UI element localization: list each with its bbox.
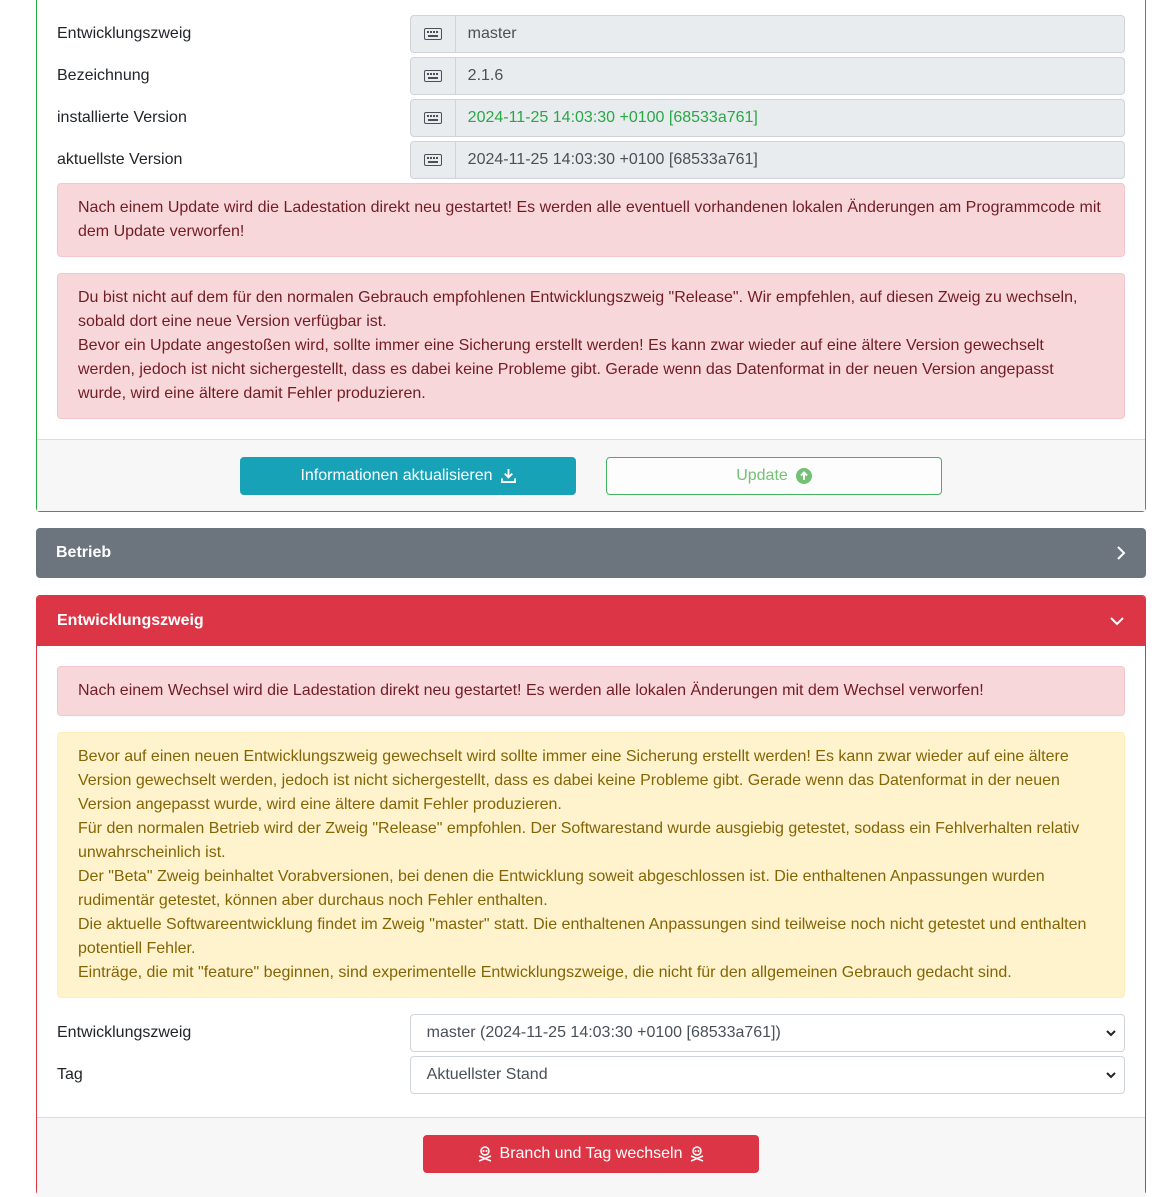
card-title: Betrieb [56,544,112,561]
branch-readonly-field [410,15,1125,53]
select-value: Aktuellster Stand [426,1066,548,1083]
warning-line: Bevor auf einen neuen Entwicklungszweig gewechselt wird sollte immer eine Sicherung erstellt werden! Es kann zwar wieder auf eine ältere Version gewechselt werden, jedoch ist nicht sichergestellt, dass es dabei keine Probleme gibt. Gerade wenn das Datenformat in der neuen Version angepasst wurde, wird eine ältere damit Fehler produzieren. [78,748,1069,813]
field-value: 2024-11-25 14:03:30 +0100 [68533a761] [456,99,1125,137]
skull-crossbones-icon [478,1146,492,1162]
field-label: installierte Version [57,109,187,126]
warning-line: Für den normalen Betrieb wird der Zweig "Release" empfohlen. Der Softwarestand wurde ausgiebig getestet, sodass ein Fehlverhalten relativ unwahrscheinlich ist. [78,820,1080,861]
branch-info-warning [57,732,1125,998]
field-row-installed [57,99,1125,137]
chevron-down-icon [1109,616,1125,626]
switch-restart-alert [57,666,1125,716]
branch-card-header[interactable] [37,596,1145,646]
field-row-branch [57,15,1125,53]
warning-line: Der "Beta" Zweig beinhaltet Vorabversionen, bei denen die Entwicklung soweit abgeschlossen ist. Die enthaltenen Anpassungen wurden rudimentär getestet, können aber durchaus noch Fehler enthalten. [78,868,1045,909]
button-label: Branch und Tag wechseln [499,1145,683,1162]
keyboard-icon [410,99,456,137]
warning-line: Einträge, die mit "feature" beginnen, sind experimentelle Entwicklungszweige, die nicht für den allgemeinen Gebrauch gedacht sind. [78,964,1012,981]
tag-select[interactable] [410,1056,1125,1094]
field-label: aktuellste Version [57,151,183,168]
chevron-down-icon [1106,1072,1116,1079]
update-restart-alert [57,183,1125,257]
button-label: Informationen aktualisieren [300,466,493,484]
update-card-body [37,0,1145,419]
skull-crossbones-icon [690,1146,704,1162]
field-label: Entwicklungszweig [57,25,192,42]
update-button[interactable] [606,457,942,495]
field-row-name [57,57,1125,95]
keyboard-icon [410,57,456,95]
branch-select-row [57,1014,1125,1052]
button-label: Update [736,466,788,484]
installed-version-field [410,99,1125,137]
chevron-right-icon [1116,545,1126,561]
field-value: 2.1.6 [456,57,1125,95]
branch-select[interactable] [410,1014,1125,1052]
field-label: Entwicklungszweig [57,1024,192,1041]
download-icon [501,468,516,483]
alert-text: Bevor ein Update angestoßen wird, sollte immer eine Sicherung erstellt werden! Es kann zwar wieder auf eine ältere Version gewechselt werden, jedoch ist nicht sichergestellt, dass es dabei keine Probleme gibt. Gerade wenn das Datenformat in der neuen Version angepasst wurde, wird eine ältere damit Fehler produzieren. [78,337,1054,402]
field-row-latest [57,141,1125,179]
update-card [36,0,1146,512]
tag-select-row [57,1056,1125,1094]
refresh-info-button[interactable] [240,457,576,495]
card-title: Entwicklungszweig [57,612,204,629]
latest-version-field [410,141,1125,179]
keyboard-icon [410,141,456,179]
arrow-circle-up-icon [796,468,812,484]
branch-card-footer [37,1117,1145,1197]
betrieb-card-header[interactable] [36,528,1146,578]
switch-branch-button[interactable] [423,1135,759,1173]
alert-text: Du bist nicht auf dem für den normalen Gebrauch empfohlenen Entwicklungszweig "Release". Wir empfehlen, auf diesen Zweig zu wechseln, sobald dort eine neue Version verfügbar ist. [78,289,1078,330]
alert-text: Nach einem Update wird die Ladestation direkt neu gestartet! Es werden alle eventuell vorhandenen lokalen Änderungen am Programmcode mit dem Update verworfen! [78,199,1101,240]
branch-recommendation-alert [57,273,1125,419]
name-readonly-field [410,57,1125,95]
branch-card [36,595,1146,1195]
field-value: master [456,15,1125,53]
field-label: Bezeichnung [57,67,150,84]
warning-line: Die aktuelle Softwareentwicklung findet im Zweig "master" statt. Die enthaltenen Anpassungen sind teilweise noch nicht getestet und enthalten potentiell Fehler. [78,916,1087,957]
keyboard-icon [410,15,456,53]
field-label: Tag [57,1066,83,1083]
field-value: 2024-11-25 14:03:30 +0100 [68533a761] [456,141,1125,179]
alert-text: Nach einem Wechsel wird die Ladestation direkt neu gestartet! Es werden alle lokalen Änderungen mit dem Wechsel verworfen! [78,682,984,699]
chevron-down-icon [1106,1030,1116,1037]
branch-card-body [37,646,1145,1094]
update-card-footer [37,439,1145,511]
select-value: master (2024-11-25 14:03:30 +0100 [68533a761]) [426,1024,781,1041]
